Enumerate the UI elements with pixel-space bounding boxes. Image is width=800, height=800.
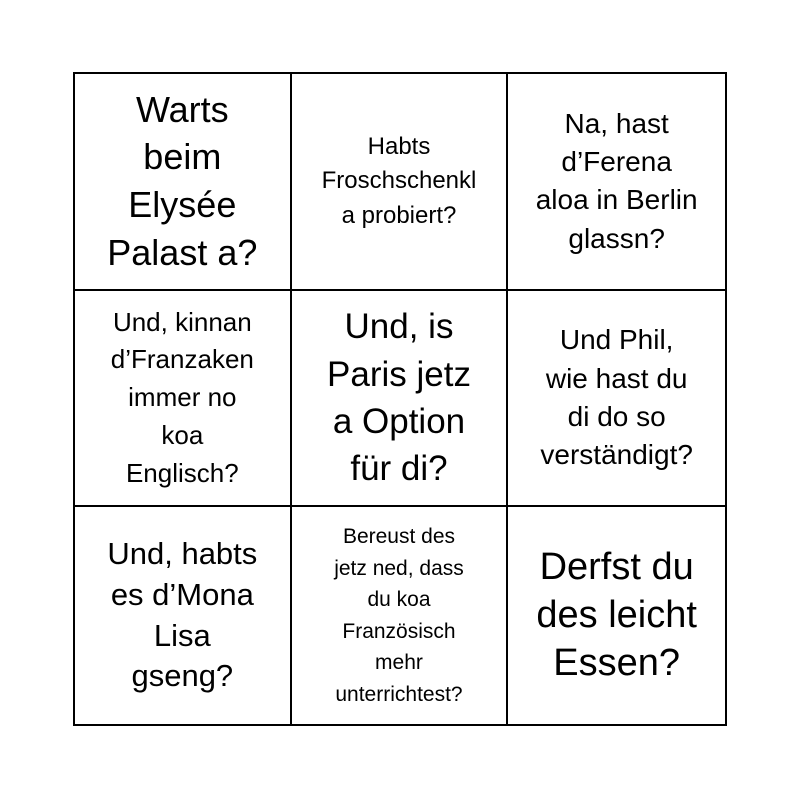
bingo-cell-4[interactable]	[75, 291, 292, 508]
bingo-cell-8[interactable]	[292, 507, 509, 724]
bingo-cell-text: Warts beim Elysée Palast a?	[107, 88, 258, 274]
bingo-cell-text: Und, is Paris jetz a Option für di?	[327, 307, 471, 489]
bingo-cell-text: Habts Froschschenkl a probiert?	[321, 132, 477, 229]
bingo-cell-9[interactable]	[508, 507, 725, 724]
bingo-cell-text: Und Phil, wie hast du di do so verständigt?	[540, 324, 693, 471]
bingo-cell-text: Und, kinnan d’Franzaken immer no koa Englisch?	[110, 306, 254, 488]
bingo-cell-6[interactable]	[508, 291, 725, 508]
bingo-cell-text: Na, hast d’Ferena aloa in Berlin glassn?	[535, 107, 698, 254]
bingo-cell-1[interactable]	[75, 74, 292, 291]
bingo-cell-3[interactable]	[508, 74, 725, 291]
bingo-card	[73, 72, 727, 726]
bingo-cell-2[interactable]	[292, 74, 509, 291]
bingo-cell-7[interactable]	[75, 507, 292, 724]
bingo-cell-text: Bereust des jetz ned, dass du koa Französisch mehr unterrichtest?	[334, 525, 464, 706]
bingo-cell-5-center[interactable]	[292, 291, 509, 508]
bingo-cell-text: Derfst du des leicht Essen?	[536, 545, 697, 684]
bingo-cell-text: Und, habts es d’Mona Lisa gseng?	[107, 536, 258, 694]
